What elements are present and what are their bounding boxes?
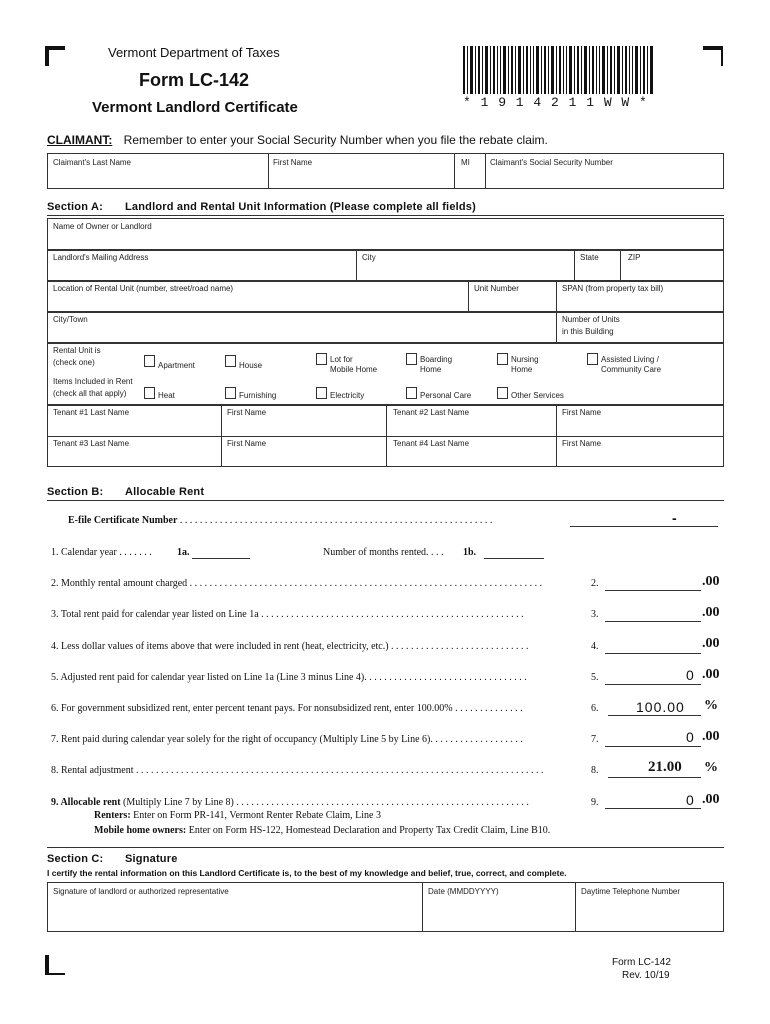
corner-mark-top-left bbox=[45, 46, 65, 66]
claimant-last-name-field[interactable]: Claimant's Last Name bbox=[53, 158, 131, 167]
section-a-title: Section A: bbox=[47, 201, 103, 213]
line8-value: 21.00 bbox=[648, 759, 682, 775]
tenant1-last-name-field[interactable]: Tenant #1 Last Name bbox=[53, 408, 130, 417]
house-label: House bbox=[239, 361, 263, 370]
line1-label: 1. Calendar year . . . . . . . bbox=[51, 547, 152, 558]
assisted-label-2: Community Care bbox=[601, 365, 662, 374]
tenant2-first-name-field[interactable]: First Name bbox=[562, 408, 602, 417]
line2-text: 2. Monthly rental amount charged . . . . . . . . . . . . . . . . . . . . . . . . . . . . . . . . . . . . . . . . . . . . . . . . . . . . . . . . . . . . . . . . . . . . . . . bbox=[51, 578, 543, 589]
line2-input[interactable] bbox=[605, 590, 701, 591]
line3-num: 3. bbox=[591, 609, 599, 620]
line7-text: 7. Rent paid during calendar year solely for the right of occupancy (Multiply Line 5 by Line 6). . . . . . . . . . . . . . . . . . . bbox=[51, 734, 523, 745]
claimant-note: Remember to enter your Social Security Number when you file the rebate claim. bbox=[123, 133, 548, 147]
num-units-label-2: in this Building bbox=[562, 327, 614, 336]
line8-num: 8. bbox=[591, 765, 599, 776]
rental-location-field[interactable]: Location of Rental Unit (number, street/road name) bbox=[53, 284, 234, 293]
lot-label-2: Mobile Home bbox=[330, 365, 378, 374]
line9-num: 9. bbox=[591, 797, 599, 808]
line8-input[interactable] bbox=[608, 777, 701, 778]
certificate-title: Vermont Landlord Certificate bbox=[92, 99, 298, 116]
section-b-subtitle: Allocable Rent bbox=[125, 486, 205, 498]
tenant4-last-name-field[interactable]: Tenant #4 Last Name bbox=[393, 439, 470, 448]
other-services-label: Other Services bbox=[511, 391, 564, 400]
line5-value: 0 bbox=[686, 667, 694, 683]
claimant-label: CLAIMANT: bbox=[47, 133, 113, 147]
efile-label: E-file Certificate Number bbox=[68, 515, 178, 526]
checkbox-apartment[interactable] bbox=[144, 355, 155, 367]
span-field[interactable]: SPAN (from property tax bill) bbox=[562, 284, 664, 293]
boarding-label-2: Home bbox=[420, 365, 442, 374]
num-units-label-1: Number of Units bbox=[562, 315, 620, 324]
line2-suffix: .00 bbox=[702, 574, 720, 589]
line9-text: (Multiply Line 7 by Line 8) . . . . . . . . . . . . . . . . . . . . . . . . . . . . . . . . . . . . . . . . . . . . . . . . . . . . . . . . . . . bbox=[123, 797, 529, 808]
corner-mark-top-right bbox=[703, 46, 723, 66]
mobile-label: Mobile home owners: bbox=[94, 825, 187, 836]
line4-input[interactable] bbox=[605, 653, 701, 654]
section-c-title: Section C: bbox=[47, 853, 104, 865]
nursing-label-2: Home bbox=[511, 365, 533, 374]
renters-text: Enter on Form PR-141, Vermont Renter Rebate Claim, Line 3 bbox=[133, 810, 381, 821]
efile-dots: . . . . . . . . . . . . . . . . . . . . . . . . . . . . . . . . . . . . . . . . . . . . . . . . . . . . . . . . . . . . . . . bbox=[177, 515, 493, 526]
efile-row bbox=[68, 515, 492, 526]
checkbox-house[interactable] bbox=[225, 355, 236, 367]
checkbox-other-services[interactable] bbox=[497, 387, 508, 399]
footer-form: Form LC-142 bbox=[612, 957, 671, 968]
line6-text: 6. For government subsidized rent, enter percent tenant pays. For nonsubsidized rent, enter 100.00% . . . . . . . . . . . . . . bbox=[51, 703, 523, 714]
owner-name-label: Name of Owner or Landlord bbox=[53, 222, 152, 231]
checkbox-lot-mobile-home[interactable] bbox=[316, 353, 327, 365]
apartment-label: Apartment bbox=[158, 361, 195, 370]
line9-row bbox=[51, 797, 596, 808]
barcode-image bbox=[463, 46, 655, 94]
zip-field[interactable]: ZIP bbox=[628, 253, 641, 262]
furnishing-label: Furnishing bbox=[239, 391, 277, 400]
items-label-2: (check all that apply) bbox=[53, 389, 127, 398]
section-a-subtitle: Landlord and Rental Unit Information (Please complete all fields) bbox=[125, 201, 476, 213]
line6-num: 6. bbox=[591, 703, 599, 714]
line8-text: 8. Rental adjustment . . . . . . . . . . . . . . . . . . . . . . . . . . . . . . . . . . . . . . . . . . . . . . . . . . . . . . . . . . . . . . . . . . . . . . . . . . . . . . . . . . bbox=[51, 765, 544, 776]
assisted-label-1: Assisted Living / bbox=[601, 355, 659, 364]
line4-suffix: .00 bbox=[702, 636, 720, 651]
line7-suffix: .00 bbox=[702, 729, 720, 744]
heat-label: Heat bbox=[158, 391, 175, 400]
line9-suffix: .00 bbox=[702, 792, 720, 807]
tenant3-last-name-field[interactable]: Tenant #3 Last Name bbox=[53, 439, 130, 448]
rental-unit-label-1: Rental Unit is bbox=[53, 346, 101, 355]
mailing-address-field[interactable]: Landlord's Mailing Address bbox=[53, 253, 149, 262]
date-field[interactable]: Date (MMDDYYYY) bbox=[428, 887, 499, 896]
efile-dash: - bbox=[672, 510, 677, 526]
line5-suffix: .00 bbox=[702, 667, 720, 682]
claimant-section bbox=[47, 133, 548, 147]
checkbox-boarding-home[interactable] bbox=[406, 353, 417, 365]
line5-num: 5. bbox=[591, 672, 599, 683]
nursing-label-1: Nursing bbox=[511, 355, 539, 364]
mobile-text: Enter on Form HS-122, Homestead Declaration and Property Tax Credit Claim, Line B10. bbox=[188, 825, 551, 836]
city-field[interactable]: City bbox=[362, 253, 376, 262]
barcode-text: * 1 9 1 4 2 1 1 W W * bbox=[463, 95, 648, 110]
line8-suffix: % bbox=[704, 760, 718, 775]
checkbox-heat[interactable] bbox=[144, 387, 155, 399]
efile-input[interactable] bbox=[570, 526, 718, 527]
tenant1-first-name-field[interactable]: First Name bbox=[227, 408, 267, 417]
checkbox-furnishing[interactable] bbox=[225, 387, 236, 399]
line7-value: 0 bbox=[686, 729, 694, 745]
city-town-field[interactable]: City/Town bbox=[53, 315, 88, 324]
line4-num: 4. bbox=[591, 641, 599, 652]
line2-num: 2. bbox=[591, 578, 599, 589]
checkbox-nursing-home[interactable] bbox=[497, 353, 508, 365]
boarding-label-1: Boarding bbox=[420, 355, 453, 364]
renters-note bbox=[94, 810, 381, 821]
line9-label: 9. Allocable rent bbox=[51, 797, 121, 808]
line6-suffix: % bbox=[704, 698, 718, 713]
tenant4-first-name-field[interactable]: First Name bbox=[562, 439, 602, 448]
city-town-row bbox=[47, 312, 724, 343]
line7-input[interactable] bbox=[605, 746, 701, 747]
section-c-subtitle: Signature bbox=[125, 853, 178, 865]
line1b-label: 1b. bbox=[463, 547, 477, 558]
line3-input[interactable] bbox=[605, 621, 701, 622]
checkbox-personal-care[interactable] bbox=[406, 387, 417, 399]
line3-suffix: .00 bbox=[702, 605, 720, 620]
mobile-note bbox=[94, 825, 550, 836]
items-label-1: Items Included in Rent bbox=[53, 377, 133, 386]
electricity-label: Electricity bbox=[330, 391, 365, 400]
line6-input[interactable] bbox=[608, 715, 701, 716]
tenant3-first-name-field[interactable]: First Name bbox=[227, 439, 267, 448]
section-b-title: Section B: bbox=[47, 486, 104, 498]
claimant-box bbox=[47, 153, 724, 189]
rental-unit-label-2: (check one) bbox=[53, 358, 95, 367]
signature-field[interactable]: Signature of landlord or authorized representative bbox=[53, 887, 229, 896]
line1a-label: 1a. bbox=[177, 547, 190, 558]
line4-text: 4. Less dollar values of items above that were included in rent (heat, electricity, etc.) . . . . . . . . . . . . . . . . . . . . . . . . . . . . bbox=[51, 641, 529, 652]
calendar-year-input[interactable] bbox=[192, 558, 250, 559]
certify-text: I certify the rental information on this Landlord Certificate is, to the best of my knowledge and belief, true, correct, and complete. bbox=[47, 868, 567, 878]
line9-input[interactable] bbox=[605, 808, 701, 809]
months-rented-input[interactable] bbox=[484, 558, 544, 559]
line1b-text: Number of months rented. . . . bbox=[323, 547, 444, 558]
department-name: Vermont Department of Taxes bbox=[108, 45, 280, 60]
line3-text: 3. Total rent paid for calendar year listed on Line 1a . . . . . . . . . . . . . . . . . . . . . . . . . . . . . . . . . . . . . . . . . . . . . . . . . . . . . bbox=[51, 609, 524, 620]
renters-label: Renters: bbox=[94, 810, 131, 821]
footer-rev: Rev. 10/19 bbox=[622, 970, 670, 981]
line6-value: 100.00 bbox=[636, 699, 685, 715]
line5-input[interactable] bbox=[605, 684, 701, 685]
claimant-ssn-field[interactable]: Claimant's Social Security Number bbox=[490, 158, 613, 167]
personal-care-label: Personal Care bbox=[420, 391, 472, 400]
claimant-first-name-field[interactable]: First Name bbox=[273, 158, 313, 167]
form-title: Form LC-142 bbox=[139, 70, 250, 90]
line7-num: 7. bbox=[591, 734, 599, 745]
tenant2-last-name-field[interactable]: Tenant #2 Last Name bbox=[393, 408, 470, 417]
phone-field[interactable]: Daytime Telephone Number bbox=[581, 887, 681, 896]
line5-text: 5. Adjusted rent paid for calendar year listed on Line 1a (Line 3 minus Line 4). . . . . . . . . . . . . . . . . . . . . . . . . . . . . . . . . bbox=[51, 672, 527, 683]
state-field[interactable]: State bbox=[580, 253, 599, 262]
checkbox-electricity[interactable] bbox=[316, 387, 327, 399]
corner-mark-bottom-left bbox=[45, 955, 65, 975]
checkbox-assisted-living[interactable] bbox=[587, 353, 598, 365]
unit-number-field[interactable]: Unit Number bbox=[474, 284, 519, 293]
lot-label-1: Lot for bbox=[330, 355, 353, 364]
line9-value: 0 bbox=[686, 792, 694, 808]
claimant-mi-field[interactable]: MI bbox=[461, 158, 470, 167]
address-row bbox=[47, 250, 724, 281]
